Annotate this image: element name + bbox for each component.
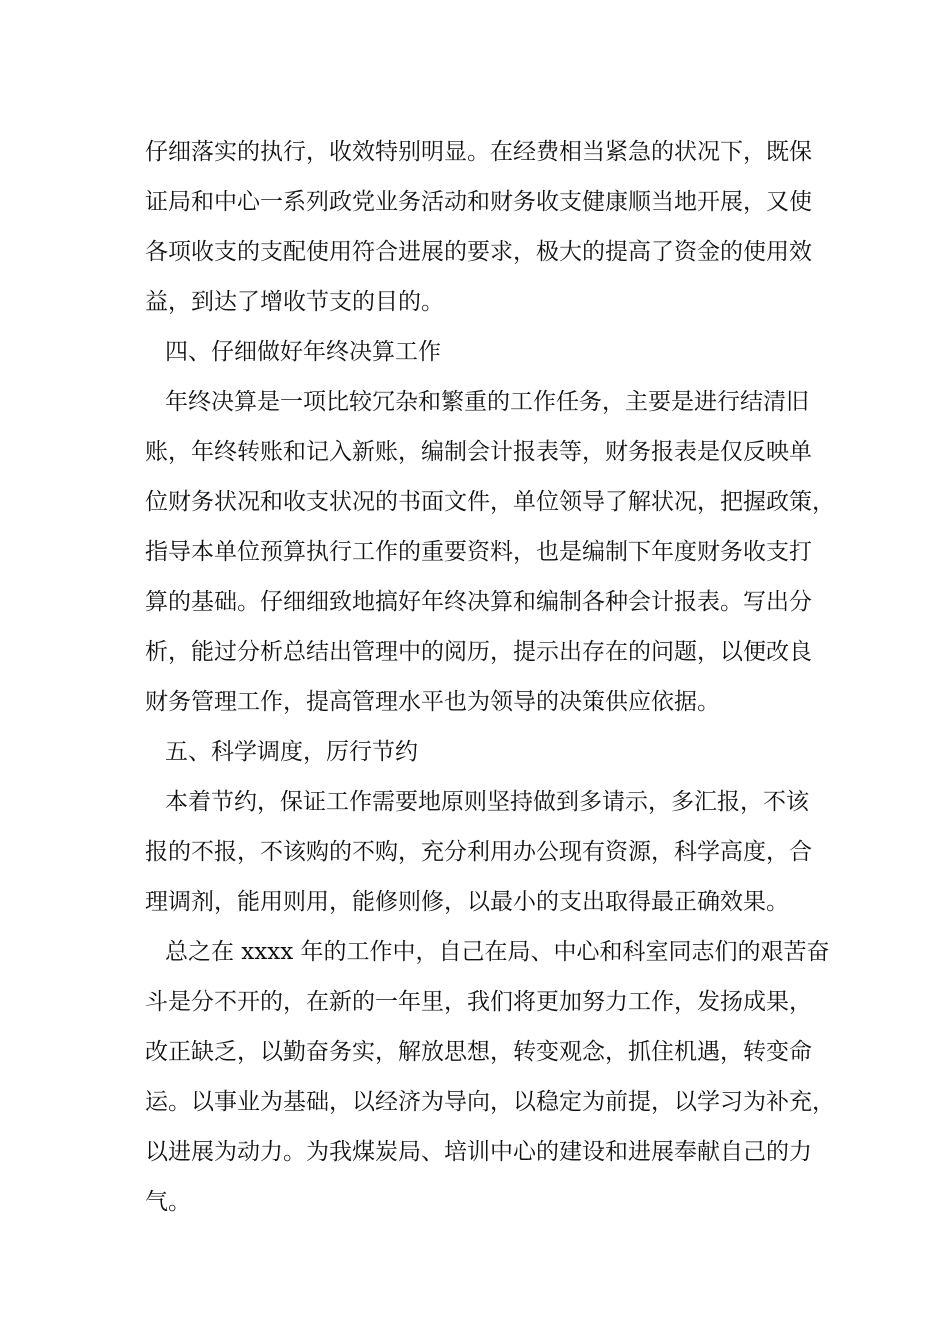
text-line: 财务管理工作，提高管理水平也为领导的决策供应依据。 (145, 689, 720, 715)
text-line: 气。 (145, 1189, 191, 1215)
text-line: 报的不报，不该购的不购，充分利用办公现有资源，科学高度，合 (145, 839, 812, 865)
text-line: 仔细落实的执行，收效特别明显。在经费相当紧急的状况下，既保 (145, 139, 812, 165)
text-line: 位财务状况和收支状况的书面文件，单位领导了解状况，把握政策， (145, 489, 835, 515)
text-line: 析，能过分析总结出管理中的阅历，提示出存在的问题，以便改良 (145, 639, 812, 665)
text-line: 总之在 xxxx 年的工作中，自己在局、中心和科室同志们的艰苦奋 (165, 939, 830, 965)
text-line: 改正缺乏，以勤奋务实，解放思想，转变观念，抓住机遇，转变命 (145, 1039, 812, 1065)
text-line: 各项收支的支配使用符合进展的要求，极大的提高了资金的使用效 (145, 239, 812, 265)
text-line: 以进展为动力。为我煤炭局、培训中心的建设和进展奉献自己的力 (145, 1139, 812, 1165)
text-line: 运。以事业为基础，以经济为导向，以稳定为前提，以学习为补充， (145, 1089, 835, 1115)
text-line: 斗是分不开的，在新的一年里，我们将更加努力工作，发扬成果， (145, 989, 812, 1015)
text-line: 年终决算是一项比较冗杂和繁重的工作任务，主要是进行结清旧 (165, 389, 809, 415)
text-line: 账，年终转账和记入新账，编制会计报表等，财务报表是仅反映单 (145, 439, 812, 465)
text-line: 益，到达了增收节支的目的。 (145, 289, 444, 315)
text-line: 本着节约，保证工作需要地原则坚持做到多请示，多汇报，不该 (165, 789, 809, 815)
text-line: 证局和中心一系列政党业务活动和财务收支健康顺当地开展，又使 (145, 189, 812, 215)
section-heading: 四、仔细做好年终决算工作 (165, 339, 441, 365)
section-heading: 五、科学调度，厉行节约 (165, 739, 418, 765)
text-line: 理调剂，能用则用，能修则修，以最小的支出取得最正确效果。 (145, 889, 789, 915)
text-line: 算的基础。仔细细致地搞好年终决算和编制各种会计报表。写出分 (145, 589, 812, 615)
text-line: 指导本单位预算执行工作的重要资料，也是编制下年度财务收支打 (145, 539, 812, 565)
